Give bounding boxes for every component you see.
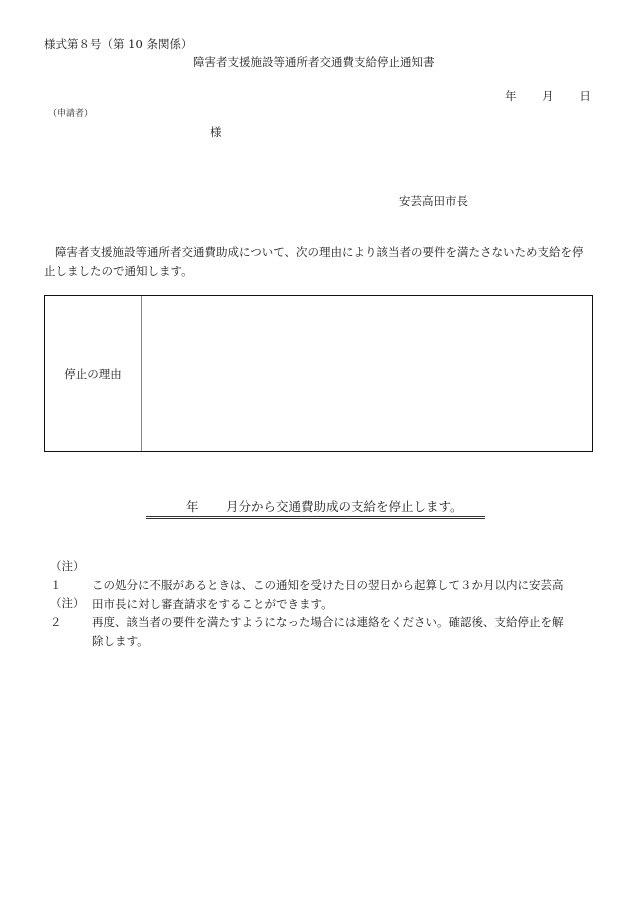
form-number: 様式第８号（第 10 条関係） <box>44 37 193 51</box>
note-1-line2: 田市長に対し審査請求をすることができます。 <box>92 597 333 611</box>
stop-notice-text: 月分から交通費助成の支給を停止します。 <box>226 499 463 514</box>
note-2-line2: 除します。 <box>92 634 149 648</box>
applicant-honorific: 様 <box>210 125 222 139</box>
date-line <box>505 88 591 104</box>
stop-notice <box>146 497 485 519</box>
reason-table <box>44 295 593 452</box>
reason-label-cell <box>45 296 142 451</box>
note-1-head: （注）１ <box>50 559 85 592</box>
note-2 <box>50 594 595 651</box>
document-title: 障害者支援施設等通所者交通費支給停止通知書 <box>193 55 435 69</box>
date-day: 日 <box>579 89 591 103</box>
stop-notice-year: 年 <box>186 499 199 514</box>
applicant-label: （申請者） <box>48 109 94 119</box>
note-2-line1: 再度、該当者の要件を満たすようになった場合には連絡をください。確認後、支給停止を解 <box>92 615 564 629</box>
note-1-line1: この処分に不服があるときは、この通知を受けた日の翌日から起算して３か月以内に安芸高 <box>92 578 564 592</box>
note-2-head: （注）２ <box>50 596 85 629</box>
date-month: 月 <box>542 89 554 103</box>
body-text: 障害者支援施設等通所者交通費助成について、次の理由により該当者の要件を満たさないため支給を停止しましたので通知します。 <box>44 245 584 278</box>
reason-content-cell <box>142 296 592 451</box>
date-year: 年 <box>505 89 517 103</box>
issuer-name: 安芸高田市長 <box>399 194 468 208</box>
reason-label: 停止の理由 <box>64 366 122 381</box>
